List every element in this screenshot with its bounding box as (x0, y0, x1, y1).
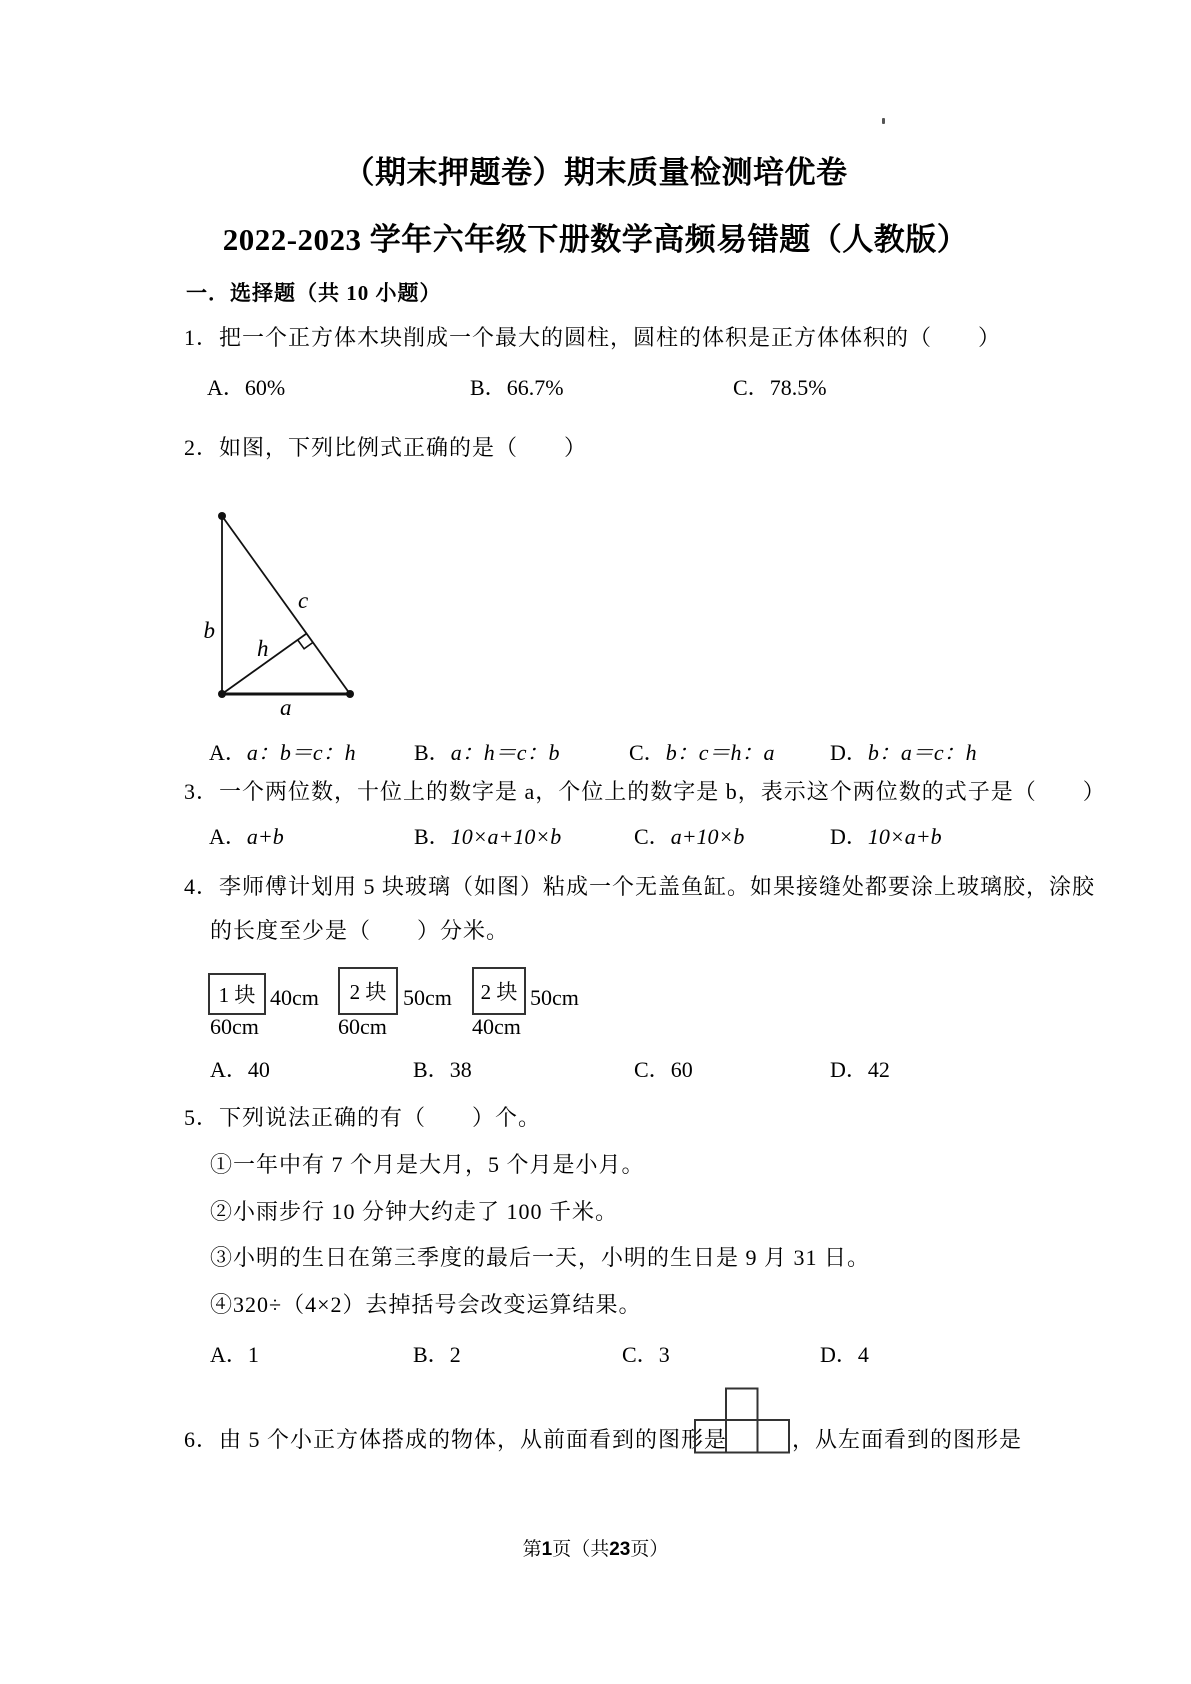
q2-option-b: B．a：h＝c：b (414, 740, 560, 765)
q2-option-c: C．b：c＝h：a (629, 740, 775, 765)
glass-block-3-box: 2 块 (472, 967, 526, 1015)
triangle-figure (200, 505, 360, 720)
q4-option-a: A．40 (210, 1057, 270, 1082)
question-2-stem: 2．如图，下列比例式正确的是（ ） (184, 435, 588, 460)
glass-block-2-box: 2 块 (338, 967, 398, 1015)
label-side-b: b (203, 618, 215, 643)
right-angle-mark (298, 640, 313, 649)
q3-option-a: A．a+b (209, 824, 284, 849)
section-heading: 一．选择题（共 10 小题） (186, 281, 442, 305)
q5-option-c: C．3 (622, 1342, 670, 1367)
footer-page-number: 1 (541, 1539, 553, 1560)
q5-option-a: A．1 (210, 1342, 259, 1367)
page-subtitle: 2022-2023 学年六年级下册数学高频易错题（人教版） (222, 222, 969, 257)
question-5-options (0, 1340, 1191, 1370)
footer-total-pages: 23 (609, 1539, 631, 1560)
glass-block-3-bottom-label: 40cm (472, 1014, 521, 1039)
q2-option-a: A．a：b＝c：h (209, 740, 356, 765)
q5-item-3: ③小明的生日在第三季度的最后一天，小明的生日是 9 月 31 日。 (210, 1245, 871, 1270)
label-base-a: a (280, 695, 292, 720)
question-6-stem-part1: 6．由 5 个小正方体搭成的物体，从前面看到的图形是 (184, 1427, 728, 1452)
q5-item-2: ②小雨步行 10 分钟大约走了 100 千米。 (210, 1199, 619, 1224)
q3-option-d: D．10×a+b (830, 824, 942, 849)
question-3-options (0, 822, 1191, 852)
q4-option-c: C．60 (634, 1057, 693, 1082)
q4-option-b: B．38 (413, 1057, 472, 1082)
q1-option-b: B．66.7% (470, 375, 564, 400)
q4-option-d: D．42 (830, 1057, 890, 1082)
label-hypotenuse-c: c (298, 588, 309, 613)
page-footer: 第1页（共23页） (522, 1539, 669, 1560)
glass-block-3-side-label: 50cm (530, 985, 579, 1010)
q2-option-d: D．b：a＝c：h (830, 740, 977, 765)
question-6-stem-part2: ，从左面看到的图形是 (792, 1427, 1023, 1452)
q3-option-b: B．10×a+10×b (414, 824, 562, 849)
stray-print-mark (882, 118, 885, 124)
glass-block-2-side-label: 50cm (403, 985, 452, 1010)
glass-block-2-bottom-label: 60cm (338, 1014, 387, 1039)
q1-option-a: A．60% (207, 375, 286, 400)
question-4-stem-line1: 4．李师傅计划用 5 块玻璃（如图）粘成一个无盖鱼缸。如果接缝处都要涂上玻璃胶，涂胶 (184, 874, 1096, 899)
q5-item-1: ①一年中有 7 个月是大月，5 个月是小月。 (210, 1152, 645, 1177)
q5-option-d: D．4 (820, 1342, 869, 1367)
question-4-options (0, 1055, 1191, 1085)
question-4-stem-line2: 的长度至少是（ ）分米。 (210, 918, 510, 943)
question-3-stem: 3．一个两位数，十位上的数字是 a，个位上的数字是 b，表示这个两位数的式子是（ ） (184, 779, 1106, 804)
page-title: （期末押题卷）期末质量检测培优卷 (343, 155, 848, 190)
glass-block-1-bottom-label: 60cm (210, 1014, 259, 1039)
vertex-dot-bottom-right (346, 690, 354, 698)
vertex-dot-bottom-left (218, 690, 226, 698)
vertex-dot-top (218, 512, 226, 520)
question-1-stem: 1．把一个正方体木块削成一个最大的圆柱，圆柱的体积是正方体体积的（ ） (184, 325, 1002, 350)
q1-option-c: C．78.5% (733, 375, 827, 400)
q3-option-c: C．a+10×b (634, 824, 745, 849)
question-1-options (0, 373, 1191, 403)
question-5-stem: 5．下列说法正确的有（ ）个。 (184, 1105, 542, 1130)
q5-item-4: ④320÷（4×2）去掉括号会改变运算结果。 (210, 1292, 642, 1317)
glass-block-1-side-label: 40cm (270, 985, 319, 1010)
q5-option-b: B．2 (413, 1342, 461, 1367)
front-view-squares-figure (694, 1387, 790, 1454)
label-altitude-h: h (257, 636, 269, 661)
glass-block-1-box: 1 块 (208, 973, 266, 1015)
question-2-options (0, 738, 1191, 768)
